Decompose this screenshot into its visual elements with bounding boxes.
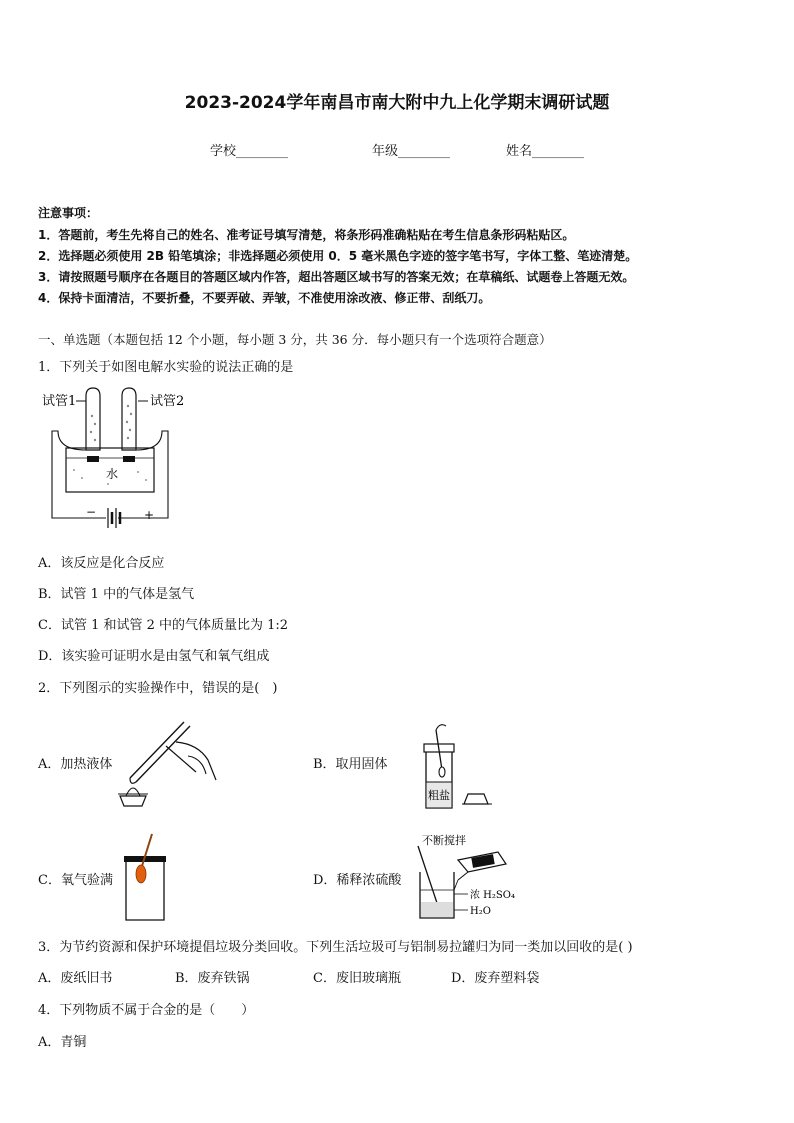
salt-label: 粗盐 xyxy=(428,789,450,802)
q2-option-b: B．取用固体 xyxy=(313,757,388,772)
grade-field: 年级________ xyxy=(372,144,451,159)
tube1-label: 试管1 xyxy=(42,394,77,409)
plus-label: + xyxy=(144,508,155,522)
oxygen-check-figure xyxy=(120,832,172,924)
school-field: 学校________ xyxy=(210,144,289,159)
water-label-d: H₂O xyxy=(470,906,491,917)
q1-option-d: D．该实验可证明水是由氢气和氧气组成 xyxy=(38,649,270,664)
stir-label: 不断搅拌 xyxy=(422,834,466,847)
note-item: 1．答题前，考生先将自己的姓名、准考证号填写清楚，将条形码准确粘贴在考生信息条形码粘贴区。 xyxy=(38,228,575,242)
q1-option-a: A．该反应是化合反应 xyxy=(38,556,165,571)
question-1-stem: 1．下列关于如图电解水实验的说法正确的是 xyxy=(38,360,294,375)
dilute-acid-figure xyxy=(414,832,524,924)
name-field: 姓名________ xyxy=(506,144,585,159)
notes-header: 注意事项： xyxy=(38,206,99,220)
page-title: 2023-2024学年南昌市南大附中九上化学期末调研试题 xyxy=(184,93,610,113)
q2-option-c: C．氧气验满 xyxy=(38,873,113,888)
water-label: 水 xyxy=(106,467,119,481)
q1-option-c: C．试管 1 和试管 2 中的气体质量比为 1:2 xyxy=(38,618,289,633)
taking-solid-figure xyxy=(406,720,498,814)
q3-option-c: C．废旧玻璃瓶 xyxy=(313,971,401,986)
electrolysis-figure xyxy=(38,386,198,532)
note-item: 3．请按照题号顺序在各题目的答题区域内作答，超出答题区域书写的答案无效；在草稿纸、试题卷上答题无效。 xyxy=(38,270,635,284)
note-item: 4．保持卡面清洁，不要折叠，不要弄破、弄皱，不准使用涂改液、修正带、刮纸刀。 xyxy=(38,291,491,305)
q2-option-d: D．稀释浓硫酸 xyxy=(313,873,402,888)
q3-option-d: D．废弃塑料袋 xyxy=(451,971,540,986)
q2-option-a: A．加热液体 xyxy=(38,757,113,772)
minus-label: − xyxy=(86,505,97,519)
question-2-stem: 2．下列图示的实验操作中，错误的是( ) xyxy=(38,681,278,696)
q3-option-b: B．废弃铁锅 xyxy=(175,971,250,986)
q1-option-b: B．试管 1 中的气体是氢气 xyxy=(38,587,195,602)
q4-option-a: A．青铜 xyxy=(38,1035,87,1050)
note-item: 2．选择题必须使用 2B 铅笔填涂；非选择题必须使用 0．5 毫米黑色字迹的签字笔书写，字体工整、笔迹清楚。 xyxy=(38,249,638,263)
question-4-stem: 4．下列物质不属于合金的是（ ） xyxy=(38,1003,255,1018)
section-heading: 一、单选题（本题包括 12 个小题，每小题 3 分，共 36 分．每小题只有一个选项符合题意） xyxy=(38,332,552,347)
question-3-stem: 3．为节约资源和保护环境提倡垃圾分类回收。下列生活垃圾可与铝制易拉罐归为同一类加以回收的是( ) xyxy=(38,940,633,955)
q3-option-a: A．废纸旧书 xyxy=(38,971,113,986)
heating-liquid-figure xyxy=(116,716,224,808)
acid-label: 浓 H₂SO₄ xyxy=(470,890,515,901)
tube2-label: 试管2 xyxy=(150,394,185,409)
